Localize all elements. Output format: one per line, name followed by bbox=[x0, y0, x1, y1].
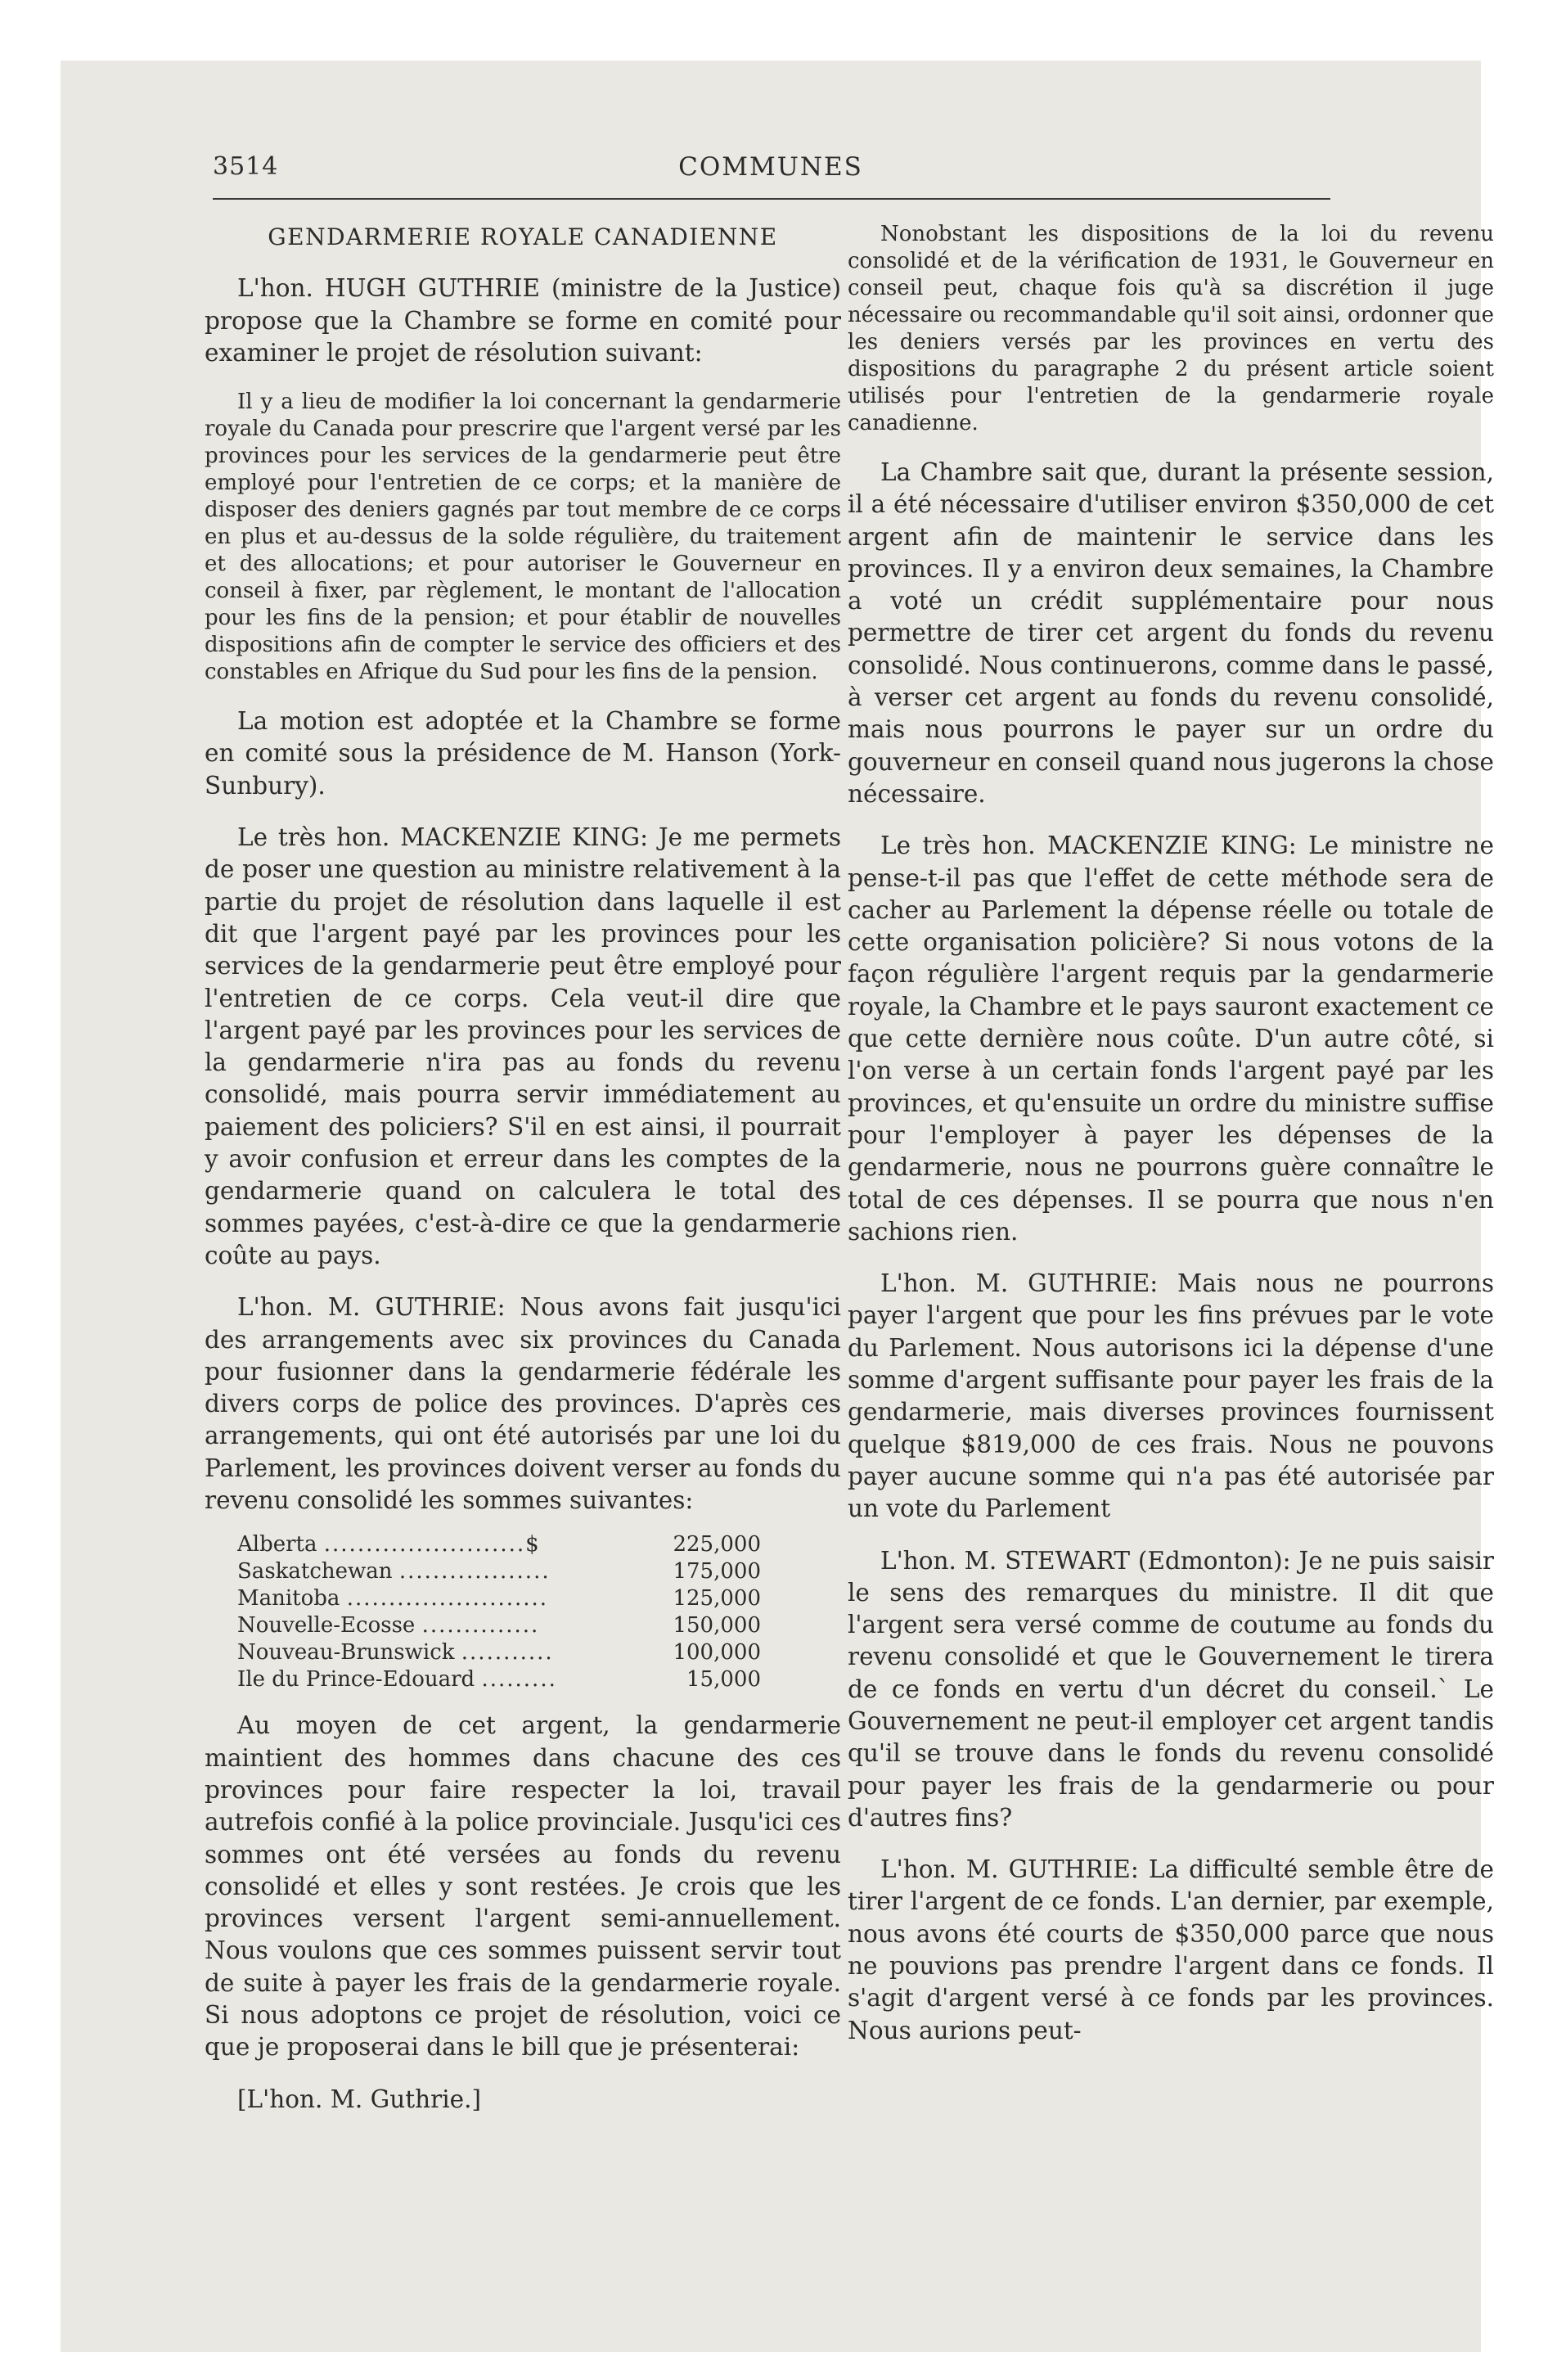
table-row bbox=[237, 1558, 761, 1585]
province-name: Manitoba bbox=[237, 1586, 340, 1611]
amount: 175,000 bbox=[673, 1559, 761, 1584]
leader-dots: .................. bbox=[398, 1559, 551, 1584]
right-column bbox=[848, 221, 1494, 2047]
paragraph: Au moyen de cet argent, la gendarmerie maintient des hommes dans chacune des ces provinces pour faire respecter la loi, travail autrefois confié à la police provinciale. Jusqu'ici ces sommes ont été versées au fonds du revenu consolidé et elles y sont restées. Je crois que les provinces versent l'argent semi-annuellement. Nous voulons que ces sommes puissent servir tout de suite à payer les frais de la gendarmerie royale. Si nous adoptons ce projet de résolution, voici ce que je proposerai dans le bill que je présenterai: bbox=[205, 1711, 841, 2062]
scanned-page bbox=[61, 61, 1494, 2352]
paragraph: La motion est adoptée et la Chambre se forme en comité sous la présidence de M. Hanson (York-Sunbury). bbox=[205, 707, 841, 800]
page-number: 3514 bbox=[213, 152, 279, 181]
header-rule bbox=[213, 198, 1330, 200]
province-name: Alberta bbox=[237, 1532, 317, 1557]
leader-dots: ........... bbox=[461, 1640, 554, 1666]
province-name: Nouveau-Brunswick bbox=[237, 1640, 455, 1666]
amount: 150,000 bbox=[673, 1613, 761, 1639]
paragraph: L'hon. M. GUTHRIE: Nous avons fait jusqu'ici des arrangements avec six provinces du Canada pour fusionner dans la gendarmerie fédérale les divers corps de police des provinces. D'après ces arrangements, qui ont été autorisés par une loi du Parlement, les provinces doivent verser au fonds du revenu consolidé les sommes suivantes: bbox=[205, 1293, 841, 1515]
table-row bbox=[237, 1612, 761, 1639]
leader-dots: .............. bbox=[421, 1613, 540, 1639]
resolution-quote: Il y a lieu de modifier la loi concernant la gendarmerie royale du Canada pour prescrire que l'argent versé par les provinces pour les services de la gendarmerie peut être employé pour l'entretien de ce corps; et la manière de disposer des deniers gagnés par tout membre de ce corps en plus et au-dessus de la solde régulière, du traitement et des allocations; et pour autoriser le Gouverneur en conseil à fixer, par règlement, le montant de l'allocation pour les fins de la pension; et pour établir de nouvelles dispositions afin de compter le service des officiers et des constables en Afrique du Sud pour les fins de la pension. bbox=[205, 390, 841, 685]
paragraph: Le très hon. MACKENZIE KING: Je me permets de poser une question au ministre relativement à la partie du projet de résolution dans laquelle il est dit que l'argent payé par les provinces pour les services de la gendarmerie peut être employé pour l'entretien de ce corps. Cela veut-il dire que l'argent payé par les provinces pour les services de la gendarmerie n'ira pas au fonds du revenu consolidé, mais pourra servir immédiatement au paiement des policiers? S'il en est ainsi, il pourrait y avoir confusion et erreur dans les comptes de la gendarmerie quand on calculera le total des sommes payées, c'est-à-dire ce que la gendarmerie coûte au pays. bbox=[205, 823, 841, 1269]
amount: 125,000 bbox=[673, 1586, 761, 1611]
table-row bbox=[237, 1585, 761, 1612]
paragraph: L'hon. M. GUTHRIE: La difficulté semble être de tirer l'argent de ce fonds. L'an dernier, par exemple, nous avons été courts de $350,000 parce que nous ne pouvions pas prendre l'argent dans ce fonds. Il s'agit d'argent versé à ce fonds par les provinces. Nous aurions peut- bbox=[848, 1855, 1494, 2044]
leader-dots: ........................$ bbox=[323, 1532, 541, 1557]
amount: 225,000 bbox=[673, 1532, 761, 1557]
province-name: Ile du Prince-Edouard bbox=[237, 1667, 475, 1693]
table-row bbox=[237, 1639, 761, 1666]
province-name: Nouvelle-Ecosse bbox=[237, 1613, 416, 1639]
running-title: COMMUNES bbox=[678, 152, 863, 182]
left-column bbox=[205, 221, 841, 2116]
table-row bbox=[237, 1666, 761, 1693]
paragraph: L'hon. HUGH GUTHRIE (ministre de la Justice) propose que la Chambre se forme en comité pour examiner le projet de résolution suivant: bbox=[205, 274, 841, 367]
amount: 15,000 bbox=[686, 1667, 761, 1693]
amount: 100,000 bbox=[673, 1640, 761, 1666]
province-name: Saskatchewan bbox=[237, 1559, 393, 1584]
paragraph: La Chambre sait que, durant la présente session, il a été nécessaire d'utiliser environ $350,000 de cet argent afin de maintenir le service dans les provinces. Il y a environ deux semaines, la Chambre a voté un crédit supplémentaire pour nous permettre de tirer cet argent du fonds du revenu consolidé. Nous continuerons, comme dans le passé, à verser cet argent au fonds du revenu consolidé, mais nous pourrons le payer sur un ordre du gouverneur en conseil quand nous jugerons la chose nécessaire. bbox=[848, 458, 1494, 808]
leader-dots: ........................ bbox=[346, 1586, 549, 1611]
paragraph: Le très hon. MACKENZIE KING: Le ministre ne pense-t-il pas que l'effet de cette méthode sera de cacher au Parlement la dépense réelle ou totale de cette organisation policière? Si nous votons de la façon régulière l'argent requis par la gendarmerie royale, la Chambre et le pays sauront exactement ce que cette dernière nous coûte. D'un autre côté, si l'on verse à un certain fonds l'argent payé par les provinces, et qu'ensuite un ordre du ministre suffise pour l'employer à payer les dépenses de la gendarmerie, nous ne pourrons guère connaître le total de ces dépenses. Il se pourra que nous n'en sachions rien. bbox=[848, 832, 1494, 1246]
table-row bbox=[237, 1531, 761, 1558]
provinces-table bbox=[237, 1531, 761, 1693]
page-header bbox=[61, 152, 1481, 193]
paragraph: L'hon. M. GUTHRIE: Mais nous ne pourrons payer l'argent que pour les fins prévues par le vote du Parlement. Nous autorisons ici la dépense d'une somme d'argent suffisante pour payer les frais de la gendarmerie, mais diverses provinces fournissent quelque $819,000 de ces frais. Nous ne pouvons payer aucune somme qui n'a pas été autorisée par un vote du Parlement bbox=[848, 1269, 1494, 1523]
bill-quote: Nonobstant les dispositions de la loi du revenu consolidé et de la vérification de 1931, le Gouverneur en conseil peut, chaque fois qu'à sa discrétion il juge nécessaire ou recommandable qu'il soit ainsi, ordonner que les deniers versés par les provinces en vertu des dispositions du paragraphe 2 du présent article soient utilisés pour l'entretien de la gendarmerie royale canadienne. bbox=[848, 222, 1494, 435]
paragraph: L'hon. M. STEWART (Edmonton): Je ne puis saisir le sens des remarques du ministre. Il dit que l'argent sera versé comme de coutume au fonds du revenu consolidé et que le Gouvernement le tirera de ce fonds en vertu d'un décret du conseil.` Le Gouvernement ne peut-il employer cet argent tandis qu'il se trouve dans le fonds du revenu consolidé pour payer les frais de la gendarmerie ou pour d'autres fins? bbox=[848, 1546, 1494, 1832]
section-title: GENDARMERIE ROYALE CANADIENNE bbox=[268, 223, 778, 250]
leader-dots: ......... bbox=[481, 1667, 557, 1693]
speaker-signature: [L'hon. M. Guthrie.] bbox=[237, 2085, 481, 2113]
